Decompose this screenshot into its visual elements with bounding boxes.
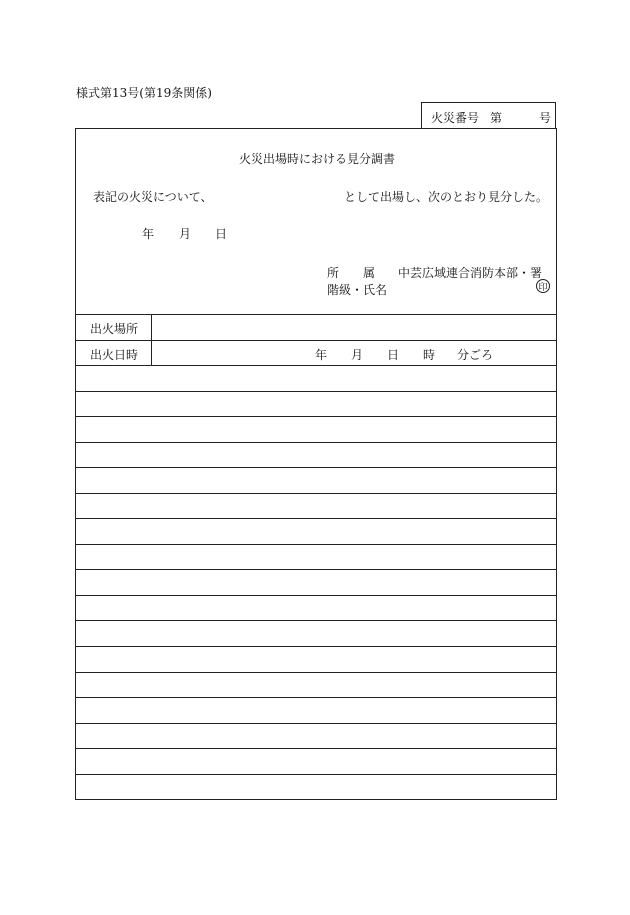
- ruled-line: [76, 442, 556, 443]
- seal-icon: 印: [536, 279, 550, 293]
- report-form: [75, 128, 557, 800]
- affiliation-label: 所 属: [327, 266, 376, 280]
- ruled-line: [76, 467, 556, 468]
- ruled-line: [76, 620, 556, 621]
- rank-name-label: 階級・氏名: [327, 283, 388, 297]
- divider: [76, 314, 556, 315]
- fire-number-label: 火災番号: [431, 111, 480, 125]
- datetime-label: 出火日時: [90, 348, 139, 362]
- location-label: 出火場所: [90, 322, 139, 336]
- intro-right-text: として出場し、次のとおり見分した。: [344, 190, 549, 204]
- datetime-month: 月: [351, 348, 364, 362]
- ruled-line: [76, 595, 556, 596]
- ruled-line: [76, 416, 556, 417]
- datetime-hour: 時: [423, 348, 436, 362]
- fire-number-dai: 第: [490, 111, 503, 125]
- ruled-line: [76, 774, 556, 775]
- ruled-line: [76, 697, 556, 698]
- divider: [76, 340, 556, 341]
- affiliation-value: 中芸広域連合消防本部・署: [398, 266, 543, 280]
- ruled-line: [76, 569, 556, 570]
- date-month: 月: [179, 227, 192, 241]
- datetime-minute: 分ごろ: [457, 348, 494, 362]
- ruled-line: [76, 646, 556, 647]
- datetime-day: 日: [387, 348, 400, 362]
- datetime-year: 年: [315, 348, 328, 362]
- ruled-line: [76, 518, 556, 519]
- fire-number-box: [421, 102, 556, 128]
- ruled-line: [76, 493, 556, 494]
- date-day: 日: [215, 227, 228, 241]
- ruled-line: [76, 723, 556, 724]
- form-label: 様式第13号(第19条関係): [76, 86, 212, 100]
- ruled-line: [76, 748, 556, 749]
- ruled-line: [76, 672, 556, 673]
- form-title: 火災出場時における見分調書: [239, 152, 396, 166]
- date-year: 年: [142, 227, 155, 241]
- intro-left-text: 表記の火災について、: [93, 190, 213, 204]
- ruled-line: [76, 544, 556, 545]
- divider: [76, 365, 556, 366]
- fire-number-go: 号: [539, 111, 552, 125]
- ruled-line: [76, 391, 556, 392]
